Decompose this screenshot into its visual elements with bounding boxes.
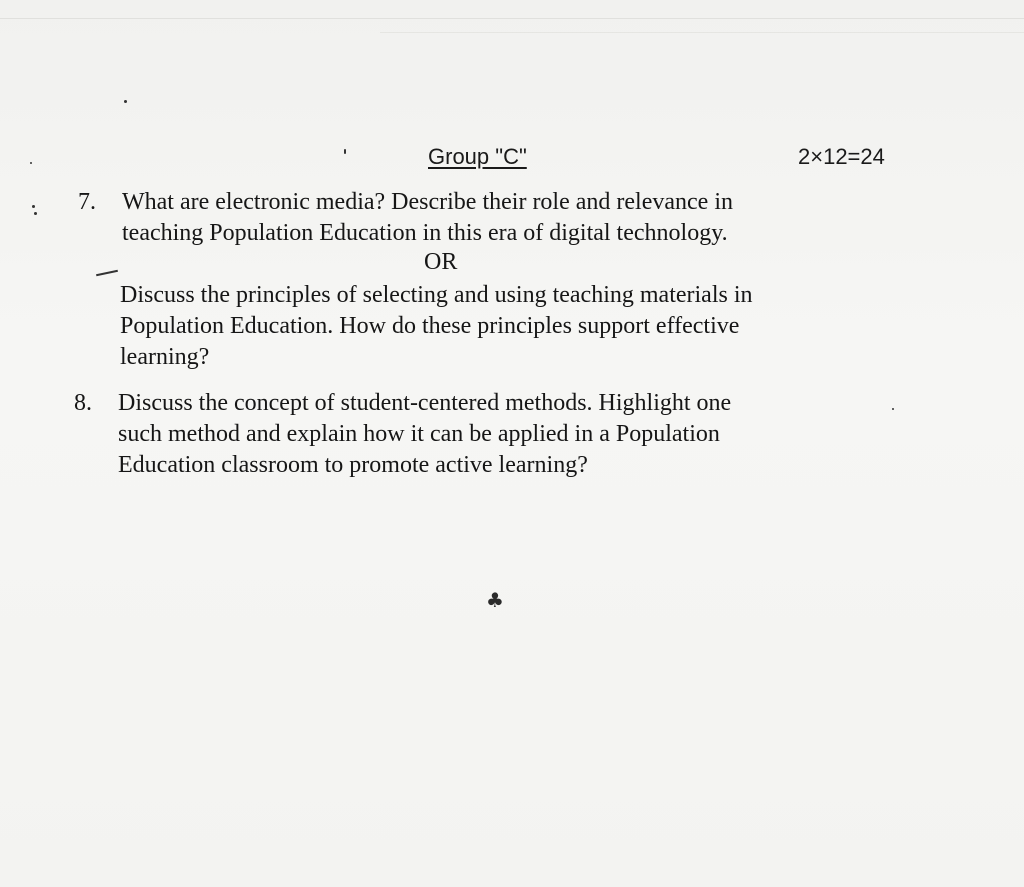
question-line: Population Education. How do these principles support effective: [120, 313, 740, 339]
question-line: Discuss the concept of student-centered methods. Highlight one: [118, 390, 732, 416]
or-separator: OR: [424, 249, 458, 275]
scan-line: [380, 32, 1024, 33]
scan-line: [0, 18, 1024, 19]
question-line: What are electronic media? Describe their role and relevance in: [122, 189, 733, 215]
section-header: [0, 142, 1024, 174]
club-symbol-icon: ♣: [486, 588, 504, 612]
question-line: Discuss the principles of selecting and using teaching materials in: [120, 282, 753, 308]
speck: [34, 212, 37, 215]
speck: [124, 100, 127, 103]
question-number: 7.: [78, 189, 96, 215]
pen-mark: [96, 270, 118, 277]
group-title: Group "C": [428, 144, 527, 169]
question-line: Education classroom to promote active learning?: [118, 452, 588, 478]
speck: [892, 408, 894, 410]
question-line: such method and explain how it can be applied in a Population: [118, 421, 720, 447]
question-text: [120, 280, 753, 373]
question-line: learning?: [120, 344, 210, 370]
question-text: [122, 187, 733, 249]
question-number: 8.: [74, 390, 92, 416]
speck: [32, 205, 35, 208]
question-line: teaching Population Education in this era of digital technology.: [122, 220, 728, 246]
marks-allocation: 2×12=24: [798, 144, 885, 169]
question-text: [118, 388, 731, 481]
